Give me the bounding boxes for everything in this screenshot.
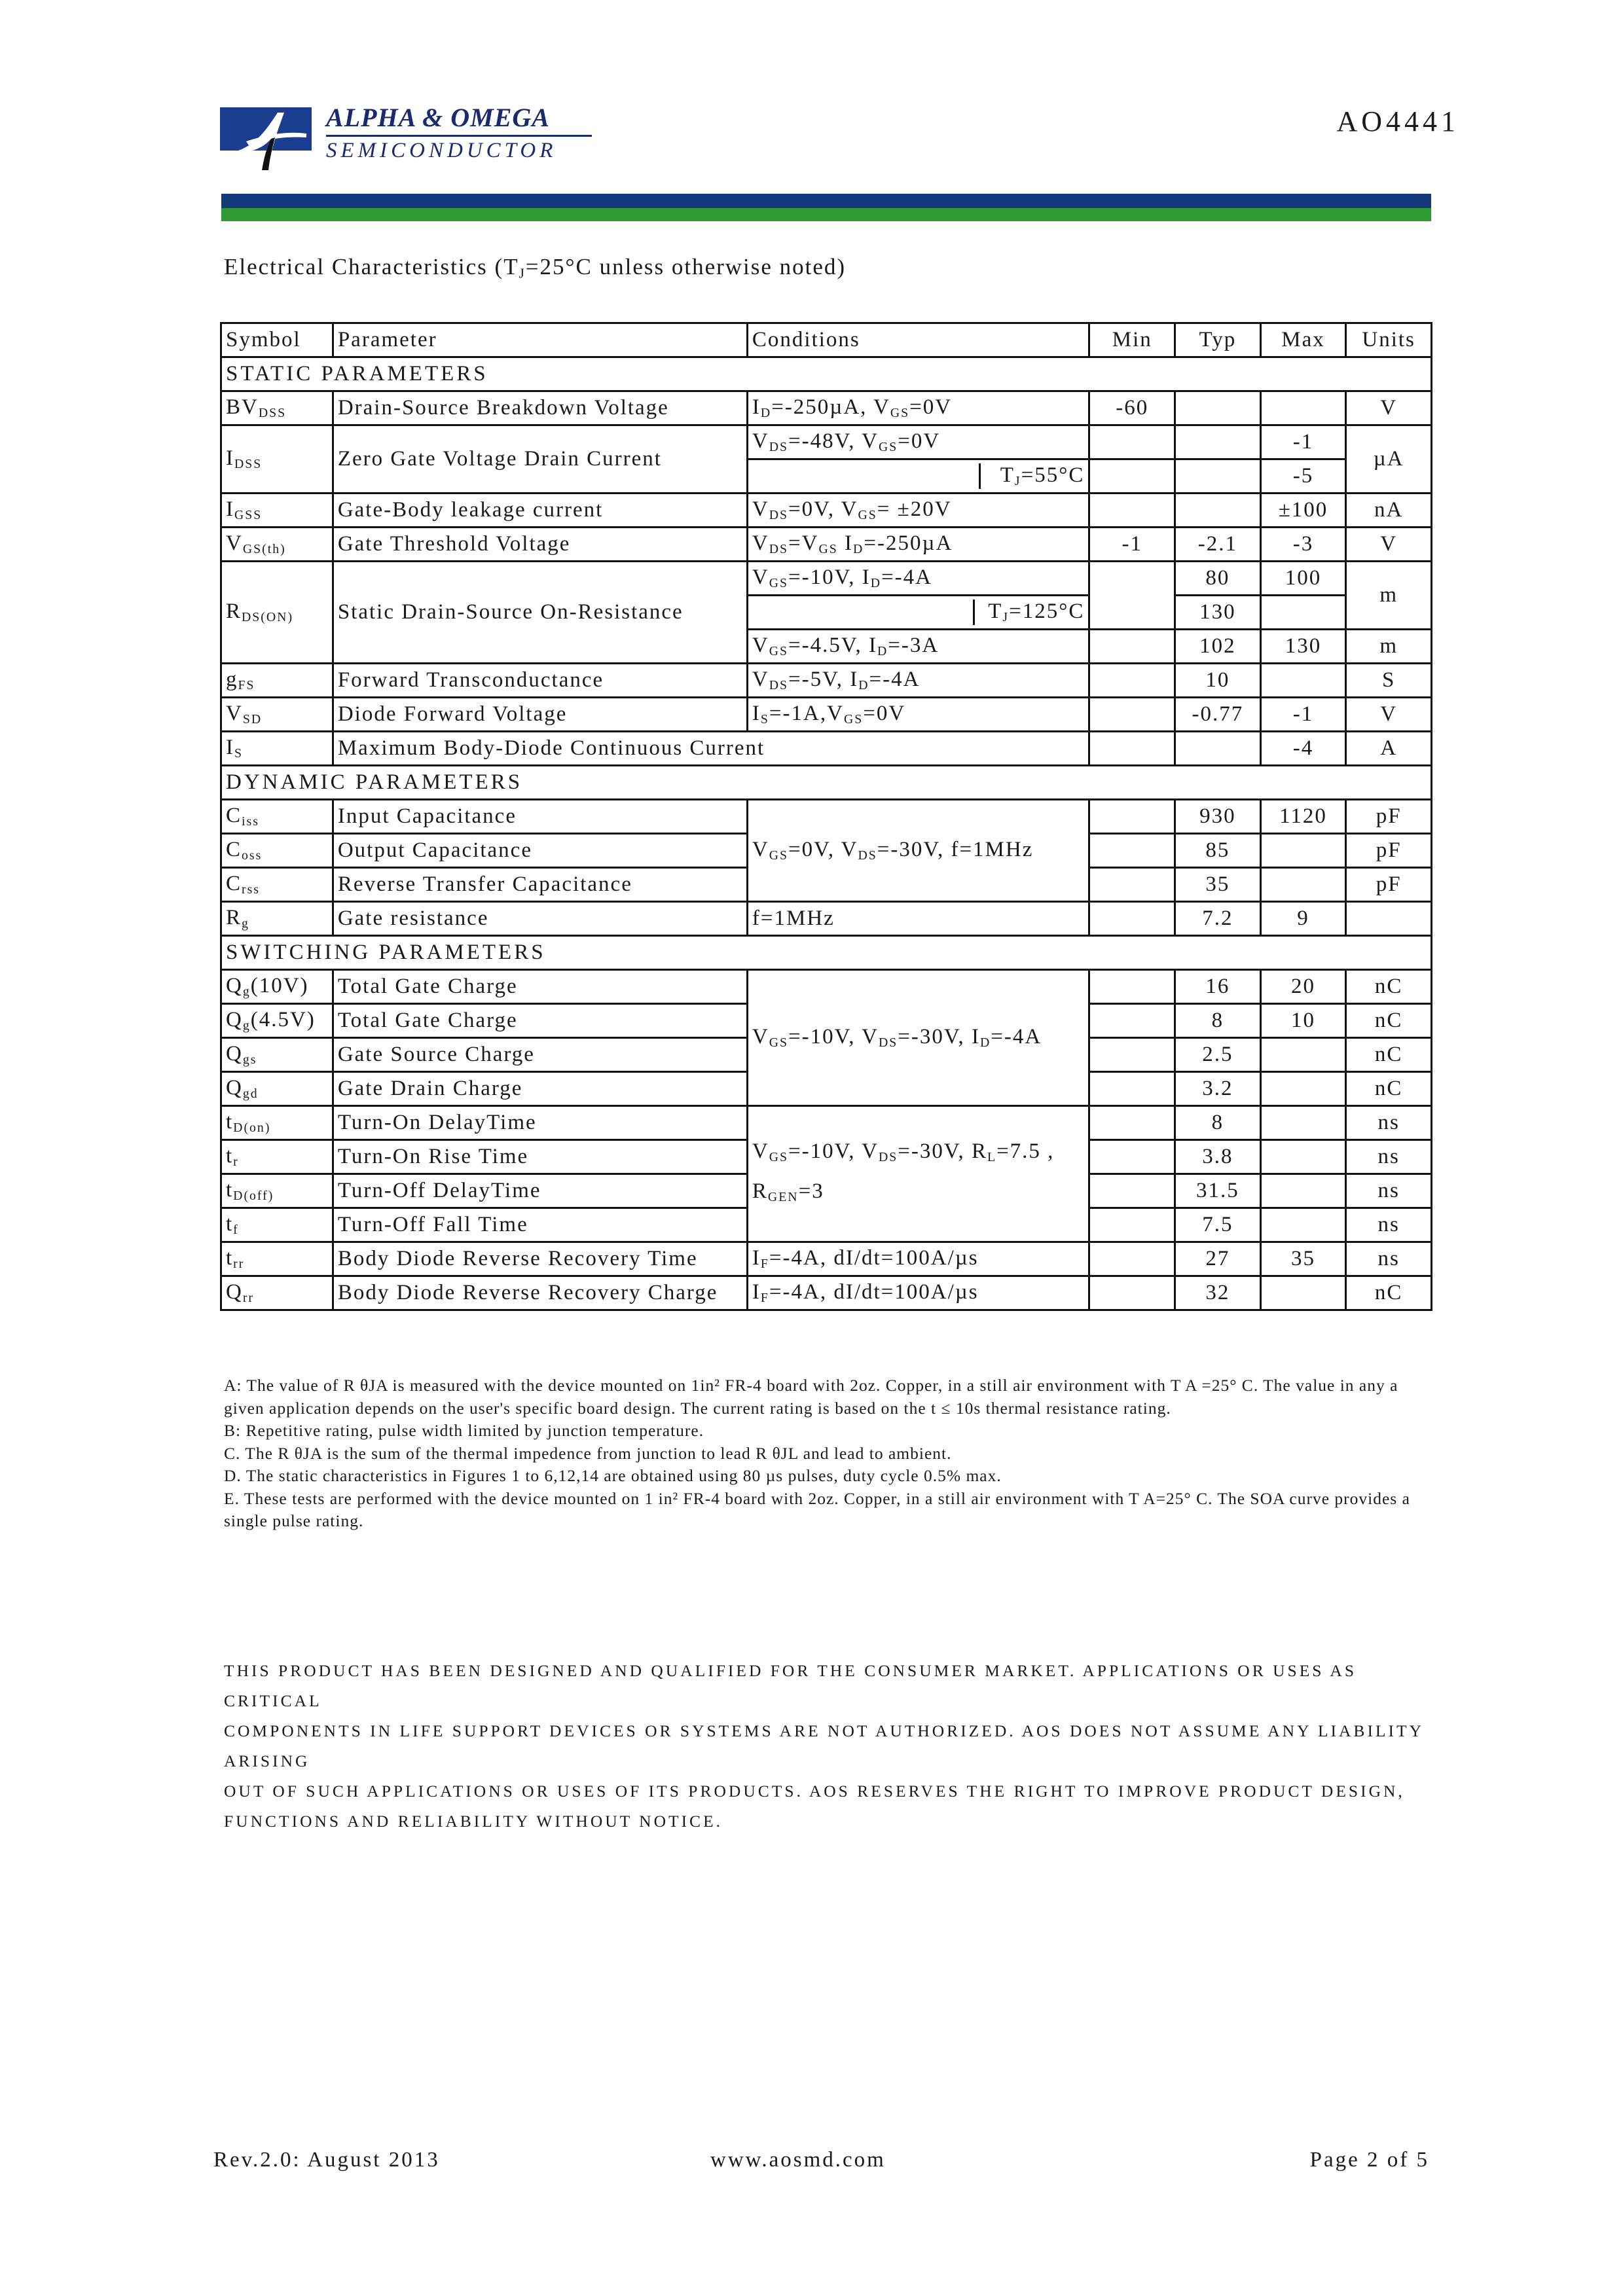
min-cell (1089, 970, 1175, 1004)
unit-cell: µA (1346, 425, 1432, 493)
min-cell: -60 (1089, 391, 1175, 425)
symbol-cell: $t_{D(on)}$ (221, 1106, 333, 1140)
typ-cell: 930 (1175, 800, 1261, 834)
parameter-cell: Turn-On DelayTime (333, 1106, 747, 1140)
parameter-cell: Turn-On Rise Time (333, 1140, 747, 1174)
max-cell (1260, 1276, 1346, 1310)
header-bar-blue (221, 194, 1431, 208)
min-cell (1089, 1106, 1175, 1140)
parameter-cell: Forward Transconductance (333, 664, 747, 698)
min-cell (1089, 562, 1175, 630)
max-cell (1260, 1038, 1346, 1072)
min-cell (1089, 698, 1175, 732)
max-cell (1260, 868, 1346, 902)
table-row (221, 528, 1432, 562)
typ-cell (1175, 459, 1261, 493)
parameter-cell: Input Capacitance (333, 800, 747, 834)
max-cell: 20 (1260, 970, 1346, 1004)
min-cell (1089, 834, 1175, 868)
brand-underline (326, 135, 592, 137)
parameter-cell: Gate resistance (333, 902, 747, 936)
max-cell: -4 (1260, 732, 1346, 766)
brand-name: ALPHA & OMEGA (326, 103, 550, 132)
typ-cell: 80 (1175, 562, 1261, 596)
min-cell (1089, 868, 1175, 902)
min-cell (1089, 1174, 1175, 1208)
symbol-cell: $t_f$ (221, 1208, 333, 1242)
symbol-cell: $g_{FS}$ (221, 664, 333, 698)
note-e: E. These tests are performed with the device mounted on 1 in² FR-4 board with 2oz. Copper, in a still air environment with T A=25° C. The SOA curve provides a single pulse rating. (224, 1488, 1410, 1530)
conditions-cell: $V_{DS}=-48V$, $V_{GS}=0V$ (747, 425, 1089, 459)
electrical-characteristics-table (220, 322, 1432, 1311)
symbol-cell: $BV_{DSS}$ (221, 391, 333, 425)
header-typ: Typ (1175, 323, 1261, 357)
unit-cell: nA (1346, 493, 1432, 528)
unit-cell: V (1346, 698, 1432, 732)
symbol-cell: $t_{rr}$ (221, 1242, 333, 1276)
symbol-cell: $Q_{gs}$ (221, 1038, 333, 1072)
unit-cell: V (1346, 391, 1432, 425)
footnotes (224, 1374, 1429, 1533)
symbol-cell: $C_{iss}$ (221, 800, 333, 834)
parameter-cell: Gate Source Charge (333, 1038, 747, 1072)
min-cell (1089, 493, 1175, 528)
footer-page-number: Page 2 of 5 (1309, 2148, 1429, 2172)
max-cell (1260, 1072, 1346, 1106)
section-dynamic: DYNAMIC PARAMETERS (221, 766, 1432, 800)
table-row (221, 800, 1432, 834)
table-header-row (221, 323, 1432, 357)
min-cell (1089, 1004, 1175, 1038)
company-logo (220, 102, 600, 175)
max-cell (1260, 596, 1346, 630)
conditions-cell: $I_F=-4A$, dI/dt=100A/µs (747, 1276, 1089, 1310)
typ-cell: 2.5 (1175, 1038, 1261, 1072)
footer-website: www.aosmd.com (710, 2148, 886, 2172)
parameter-cell: Body Diode Reverse Recovery Charge (333, 1276, 747, 1310)
max-cell: 9 (1260, 902, 1346, 936)
max-cell: 1120 (1260, 800, 1346, 834)
symbol-cell: $I_{DSS}$ (221, 425, 333, 493)
parameter-cell: Total Gate Charge (333, 970, 747, 1004)
unit-cell: V (1346, 528, 1432, 562)
min-cell (1089, 1072, 1175, 1106)
disclaimer-line: OUT OF SUCH APPLICATIONS OR USES OF ITS PRODUCTS. AOS RESERVES THE RIGHT TO IMPROVE PRODUCT DESIGN, (224, 1782, 1405, 1801)
symbol-cell: $t_{D(off)}$ (221, 1174, 333, 1208)
typ-cell: 10 (1175, 664, 1261, 698)
max-cell (1260, 664, 1346, 698)
min-cell (1089, 664, 1175, 698)
section-row-switching (221, 936, 1432, 970)
unit-cell: nC (1346, 1072, 1432, 1106)
symbol-cell: $C_{rss}$ (221, 868, 333, 902)
symbol-cell: $t_r$ (221, 1140, 333, 1174)
disclaimer-line: FUNCTIONS AND RELIABILITY WITHOUT NOTICE. (224, 1812, 723, 1831)
parameter-cell: Zero Gate Voltage Drain Current (333, 425, 747, 493)
max-cell: 35 (1260, 1242, 1346, 1276)
unit-cell: pF (1346, 834, 1432, 868)
parameter-cell: Turn-Off DelayTime (333, 1174, 747, 1208)
table-row (221, 1106, 1432, 1140)
unit-cell: ns (1346, 1140, 1432, 1174)
min-cell (1089, 1208, 1175, 1242)
conditions-cell: $V_{GS}=-10V$, $I_D=-4A$ (747, 562, 1089, 596)
typ-cell (1175, 493, 1261, 528)
unit-cell: nC (1346, 1276, 1432, 1310)
max-cell (1260, 1174, 1346, 1208)
conditions-cell: $V_{DS}=0V$, $V_{GS}= \pm 20V$ (747, 493, 1089, 528)
table-row (221, 425, 1432, 459)
conditions-cell: $T_J=55^\circ C$ (747, 459, 1089, 493)
unit-cell: nC (1346, 970, 1432, 1004)
symbol-cell: $I_S$ (221, 732, 333, 766)
section-row-dynamic (221, 766, 1432, 800)
typ-cell: 3.8 (1175, 1140, 1261, 1174)
typ-cell (1175, 732, 1261, 766)
disclaimer-line: COMPONENTS IN LIFE SUPPORT DEVICES OR SYSTEMS ARE NOT AUTHORIZED. AOS DOES NOT ASSUME ANY LIABILITY ARISING (224, 1721, 1424, 1770)
typ-cell: 7.5 (1175, 1208, 1261, 1242)
max-cell (1260, 391, 1346, 425)
unit-cell: S (1346, 664, 1432, 698)
section-switching: SWITCHING PARAMETERS (221, 936, 1432, 970)
parameter-cell: Gate Drain Charge (333, 1072, 747, 1106)
note-c: C. The R θJA is the sum of the thermal impedence from junction to lead R θJL and lead to ambient. (224, 1443, 952, 1463)
note-d: D. The static characteristics in Figures 1 to 6,12,14 are obtained using 80 µs pulses, duty cycle 0.5% max. (224, 1466, 1002, 1485)
unit-cell: A (1346, 732, 1432, 766)
typ-cell: 27 (1175, 1242, 1261, 1276)
table-row (221, 732, 1432, 766)
symbol-cell: $Q_{rr}$ (221, 1276, 333, 1310)
note-a: A: The value of R θJA is measured with the device mounted on 1in² FR-4 board with 2oz. Copper, in a still air environment with T A =25° C. The value in any a given application depends on the user's specific board design. The current rating is based on the t ≤ 10s thermal resistance rating. (224, 1376, 1398, 1418)
header-conditions: Conditions (747, 323, 1089, 357)
footer-revision: Rev.2.0: August 2013 (213, 2148, 440, 2172)
unit-cell: ns (1346, 1174, 1432, 1208)
max-cell: 100 (1260, 562, 1346, 596)
typ-cell: 3.2 (1175, 1072, 1261, 1106)
typ-cell (1175, 425, 1261, 459)
symbol-cell: $Q_{gd}$ (221, 1072, 333, 1106)
max-cell: -1 (1260, 425, 1346, 459)
min-cell (1089, 425, 1175, 459)
unit-cell: ns (1346, 1106, 1432, 1140)
conditions-cell: $V_{DS}=V_{GS}$ $I_D=-250\mu A$ (747, 528, 1089, 562)
max-cell: 130 (1260, 630, 1346, 664)
symbol-cell: $I_{GSS}$ (221, 493, 333, 528)
parameter-cell: Body Diode Reverse Recovery Time (333, 1242, 747, 1276)
electrical-characteristics-title: Electrical Characteristics ($T_J=25^\circ C$ unless otherwise noted) (224, 254, 847, 281)
conditions-cell: $V_{GS}=-10V$, $V_{DS}=-30V$, $R_L=7.5$ , $R_{GEN}=3$ (747, 1106, 1089, 1242)
parameter-cell: Total Gate Charge (333, 1004, 747, 1038)
header-min: Min (1089, 323, 1175, 357)
min-cell (1089, 902, 1175, 936)
section-row-static (221, 357, 1432, 391)
typ-cell: -2.1 (1175, 528, 1261, 562)
table-row (221, 493, 1432, 528)
table-row (221, 562, 1432, 596)
max-cell: 10 (1260, 1004, 1346, 1038)
unit-cell: ns (1346, 1208, 1432, 1242)
note-b: B: Repetitive rating, pulse width limited by junction temperature. (224, 1421, 704, 1440)
conditions-cell: $I_F=-4A$, dI/dt=100A/µs (747, 1242, 1089, 1276)
unit-cell: pF (1346, 800, 1432, 834)
parameter-cell: Gate Threshold Voltage (333, 528, 747, 562)
unit-cell: nC (1346, 1004, 1432, 1038)
parameter-cell: Maximum Body-Diode Continuous Current (333, 732, 1089, 766)
conditions-cell: $V_{GS}=-10V$, $V_{DS}=-30V$, $I_D=-4A$ (747, 970, 1089, 1106)
table-row (221, 664, 1432, 698)
table-row (221, 902, 1432, 936)
parameter-cell: Turn-Off Fall Time (333, 1208, 747, 1242)
parameter-cell: Output Capacitance (333, 834, 747, 868)
part-number: AO4441 (1336, 105, 1459, 137)
symbol-cell: $R_g$ (221, 902, 333, 936)
conditions-cell: $V_{GS}=0V$, $V_{DS}=-30V$, f=1MHz (747, 800, 1089, 902)
typ-cell (1175, 391, 1261, 425)
conditions-cell: f=1MHz (747, 902, 1089, 936)
alpha-omega-logo-icon (220, 105, 316, 173)
unit-cell: m (1346, 562, 1432, 630)
min-cell (1089, 800, 1175, 834)
parameter-cell: Reverse Transfer Capacitance (333, 868, 747, 902)
min-cell (1089, 1038, 1175, 1072)
typ-cell: 32 (1175, 1276, 1261, 1310)
header-parameter: Parameter (333, 323, 747, 357)
header-max: Max (1260, 323, 1346, 357)
symbol-cell: $V_{SD}$ (221, 698, 333, 732)
parameter-cell: Gate-Body leakage current (333, 493, 747, 528)
typ-cell: 8 (1175, 1004, 1261, 1038)
min-cell (1089, 630, 1175, 664)
typ-cell: 85 (1175, 834, 1261, 868)
table-row (221, 1242, 1432, 1276)
table-row (221, 698, 1432, 732)
disclaimer (224, 1656, 1429, 1837)
unit-cell (1346, 902, 1432, 936)
unit-cell: ns (1346, 1242, 1432, 1276)
header-units: Units (1346, 323, 1432, 357)
symbol-cell: $Q_g(4.5V)$ (221, 1004, 333, 1038)
table-row (221, 970, 1432, 1004)
max-cell (1260, 1140, 1346, 1174)
typ-cell: 8 (1175, 1106, 1261, 1140)
disclaimer-line: THIS PRODUCT HAS BEEN DESIGNED AND QUALIFIED FOR THE CONSUMER MARKET. APPLICATIONS OR USES AS CRITICAL (224, 1661, 1357, 1710)
conditions-cell: $V_{DS}=-5V$, $I_D=-4A$ (747, 664, 1089, 698)
min-cell (1089, 1242, 1175, 1276)
conditions-cell: $I_D=-250\mu A$, $V_{GS}=0V$ (747, 391, 1089, 425)
conditions-cell: $I_S=-1A,V_{GS}=0V$ (747, 698, 1089, 732)
parameter-cell: Drain-Source Breakdown Voltage (333, 391, 747, 425)
symbol-cell: $R_{DS(ON)}$ (221, 562, 333, 664)
max-cell (1260, 1106, 1346, 1140)
header-bar-green (221, 208, 1431, 221)
max-cell: ±100 (1260, 493, 1346, 528)
section-static: STATIC PARAMETERS (221, 357, 1432, 391)
typ-cell: -0.77 (1175, 698, 1261, 732)
symbol-cell: $V_{GS(th)}$ (221, 528, 333, 562)
max-cell (1260, 834, 1346, 868)
conditions-cell: $T_J=125^\circ C$ (747, 596, 1089, 630)
min-cell (1089, 459, 1175, 493)
conditions-cell: $V_{GS}=-4.5V$, $I_D=-3A$ (747, 630, 1089, 664)
typ-cell: 16 (1175, 970, 1261, 1004)
max-cell: -3 (1260, 528, 1346, 562)
header-symbol: Symbol (221, 323, 333, 357)
parameter-cell: Diode Forward Voltage (333, 698, 747, 732)
table-row (221, 1276, 1432, 1310)
symbol-cell: $Q_g(10V)$ (221, 970, 333, 1004)
table-row (221, 391, 1432, 425)
unit-cell: nC (1346, 1038, 1432, 1072)
min-cell (1089, 1140, 1175, 1174)
min-cell (1089, 732, 1175, 766)
max-cell: -5 (1260, 459, 1346, 493)
typ-cell: 130 (1175, 596, 1261, 630)
unit-cell: m (1346, 630, 1432, 664)
unit-cell: pF (1346, 868, 1432, 902)
min-cell (1089, 1276, 1175, 1310)
typ-cell: 102 (1175, 630, 1261, 664)
symbol-cell: $C_{oss}$ (221, 834, 333, 868)
max-cell: -1 (1260, 698, 1346, 732)
max-cell (1260, 1208, 1346, 1242)
typ-cell: 35 (1175, 868, 1261, 902)
typ-cell: 7.2 (1175, 902, 1261, 936)
parameter-cell: Static Drain-Source On-Resistance (333, 562, 747, 664)
typ-cell: 31.5 (1175, 1174, 1261, 1208)
min-cell: -1 (1089, 528, 1175, 562)
brand-subtitle: SEMICONDUCTOR (326, 139, 557, 162)
